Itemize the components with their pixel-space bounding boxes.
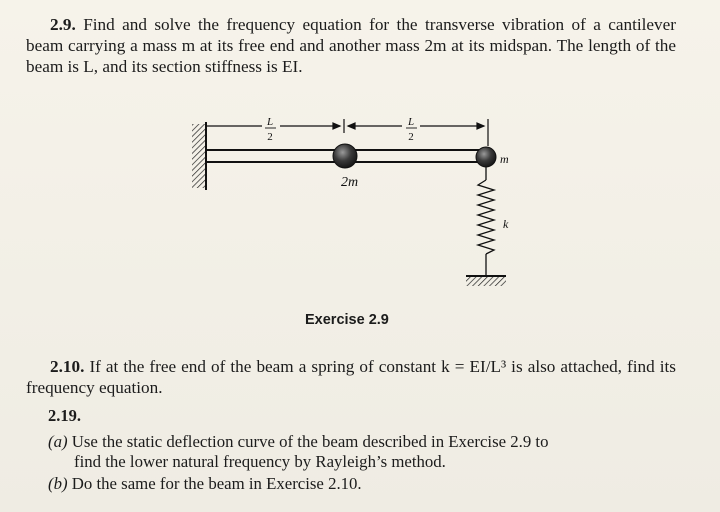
ground-support-icon: [466, 276, 506, 286]
spring-label: k: [503, 217, 509, 231]
part-a-line2: find the lower natural frequency by Rayleigh’s method.: [74, 452, 446, 471]
dim-left-denominator: 2: [267, 131, 273, 143]
dim-right-denominator: 2: [408, 131, 414, 143]
problem-2-19-part-a: [48, 432, 668, 472]
mass-ball-icon: [476, 147, 496, 167]
spring-icon: [478, 167, 494, 276]
problem-2-10: [26, 356, 676, 398]
problem-2-10-text: If at the free end of the beam a spring of constant k = EI/L³ is also attached, find its frequency equation.: [26, 357, 677, 397]
dimension-lines: [206, 119, 488, 146]
problem-2-19-number: 2.19.: [48, 406, 81, 425]
dim-left-numerator: L: [266, 116, 274, 128]
part-b-label: (b): [48, 474, 68, 493]
mass-end-label: m: [500, 152, 509, 166]
mass-ball-icon: [333, 144, 357, 168]
part-a-label: (a): [48, 432, 68, 451]
mass-mid-label: 2m: [341, 175, 359, 190]
wall-support-icon: [192, 122, 206, 190]
problem-2-9-text: Find and solve the frequency equation for the transverse vibration of a cantilever beam carrying a mass m at its free end and another mass 2m at its midspan. The length of the beam is L, and its section stiffness is EI.: [26, 15, 677, 76]
dim-right-numerator: L: [407, 116, 415, 128]
problem-2-9-number: 2.9.: [50, 15, 76, 34]
figure-caption: Exercise 2.9: [305, 312, 389, 328]
part-b-text: Do the same for the beam in Exercise 2.10.: [71, 474, 362, 493]
problem-2-19-part-b: [48, 474, 668, 494]
part-a-line1: Use the static deflection curve of the beam described in Exercise 2.9 to: [71, 432, 549, 451]
problem-2-10-number: 2.10.: [50, 357, 85, 376]
